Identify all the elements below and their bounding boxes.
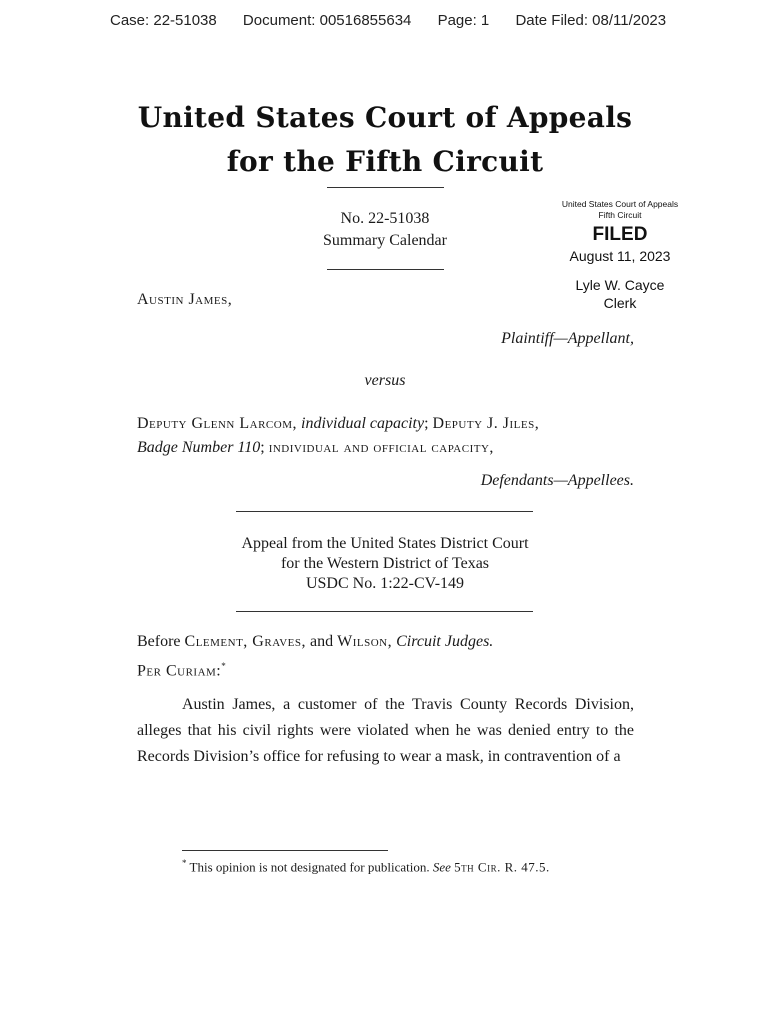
footnote-text: This opinion is not designated for publication. (189, 859, 430, 875)
case-number: Case: 22-51038 (110, 12, 217, 29)
stamp-circuit: Fifth Circuit (598, 210, 642, 220)
divider (236, 611, 533, 612)
panel-and: and (310, 633, 334, 650)
appeal-line1: Appeal from the United States District Court (241, 535, 529, 552)
versus: versus (364, 372, 406, 389)
defendant1-name: Deputy Glenn Larcom, (137, 415, 297, 432)
case-info (285, 208, 485, 252)
panel-line (137, 633, 493, 651)
defendants-role: Defendants—Appellees. (480, 472, 634, 489)
footnote (182, 858, 550, 875)
divider (327, 187, 444, 188)
district-case-number: USDC No. 1:22-CV-149 (305, 575, 465, 592)
defendants-caption (137, 412, 637, 460)
document-number: Document: 00516855634 (242, 12, 412, 29)
docket-number: No. 22-51038 (340, 210, 430, 227)
court-title-line2: for the Fifth Circuit (226, 145, 544, 178)
panel-last-judge: Wilson, (337, 633, 393, 650)
plaintiff-role: Plaintiff—Appellant, (501, 330, 634, 347)
divider (236, 511, 533, 512)
plaintiff-name: Austin James, (137, 291, 233, 308)
footnote-divider (182, 850, 388, 851)
appeal-line2: for the Western District of Texas (280, 555, 490, 572)
footnote-mark: * (182, 858, 187, 868)
defendant1-capacity: individual capacity (301, 415, 425, 432)
filing-header (110, 12, 688, 29)
separator: ; (260, 439, 265, 456)
stamp-clerk-name: Lyle W. Cayce (575, 277, 665, 293)
page-number: Page: 1 (437, 12, 490, 29)
panel-title: Circuit Judges. (396, 633, 494, 650)
footnote-see: See (432, 859, 451, 875)
filed-stamp (545, 199, 695, 312)
panel-before: Before (137, 633, 181, 650)
defendant2-badge: Badge Number 110 (137, 439, 261, 456)
stamp-court: United States Court of Appeals (561, 199, 679, 209)
footnote-marker: * (221, 661, 226, 671)
footnote-rule: 5th Cir. R. 47.5. (454, 859, 550, 875)
stamp-status: FILED (592, 224, 648, 245)
divider (327, 269, 444, 270)
separator: ; (424, 415, 429, 432)
defendant2-name: Deputy J. Jiles, (432, 415, 540, 432)
appeal-info (0, 534, 770, 594)
court-title (0, 96, 770, 184)
defendant2-capacity: individual and official capacity, (268, 439, 494, 456)
per-curiam-label: Per Curiam: (137, 662, 222, 680)
opinion-paragraph: Austin James, a customer of the Travis County Records Division, alleges that his civil rights were violated when he was denied entry to the Records Division’s office for refusing to wear a mask, in contravention of a (137, 696, 634, 765)
calendar-type: Summary Calendar (323, 232, 447, 249)
court-title-line1: United States Court of Appeals (137, 101, 633, 134)
panel-judges: Clement, Graves, (184, 633, 307, 650)
date-filed: Date Filed: 08/11/2023 (515, 12, 667, 29)
per-curiam (137, 661, 226, 680)
stamp-date: August 11, 2023 (569, 248, 671, 264)
stamp-clerk-title: Clerk (603, 295, 637, 311)
